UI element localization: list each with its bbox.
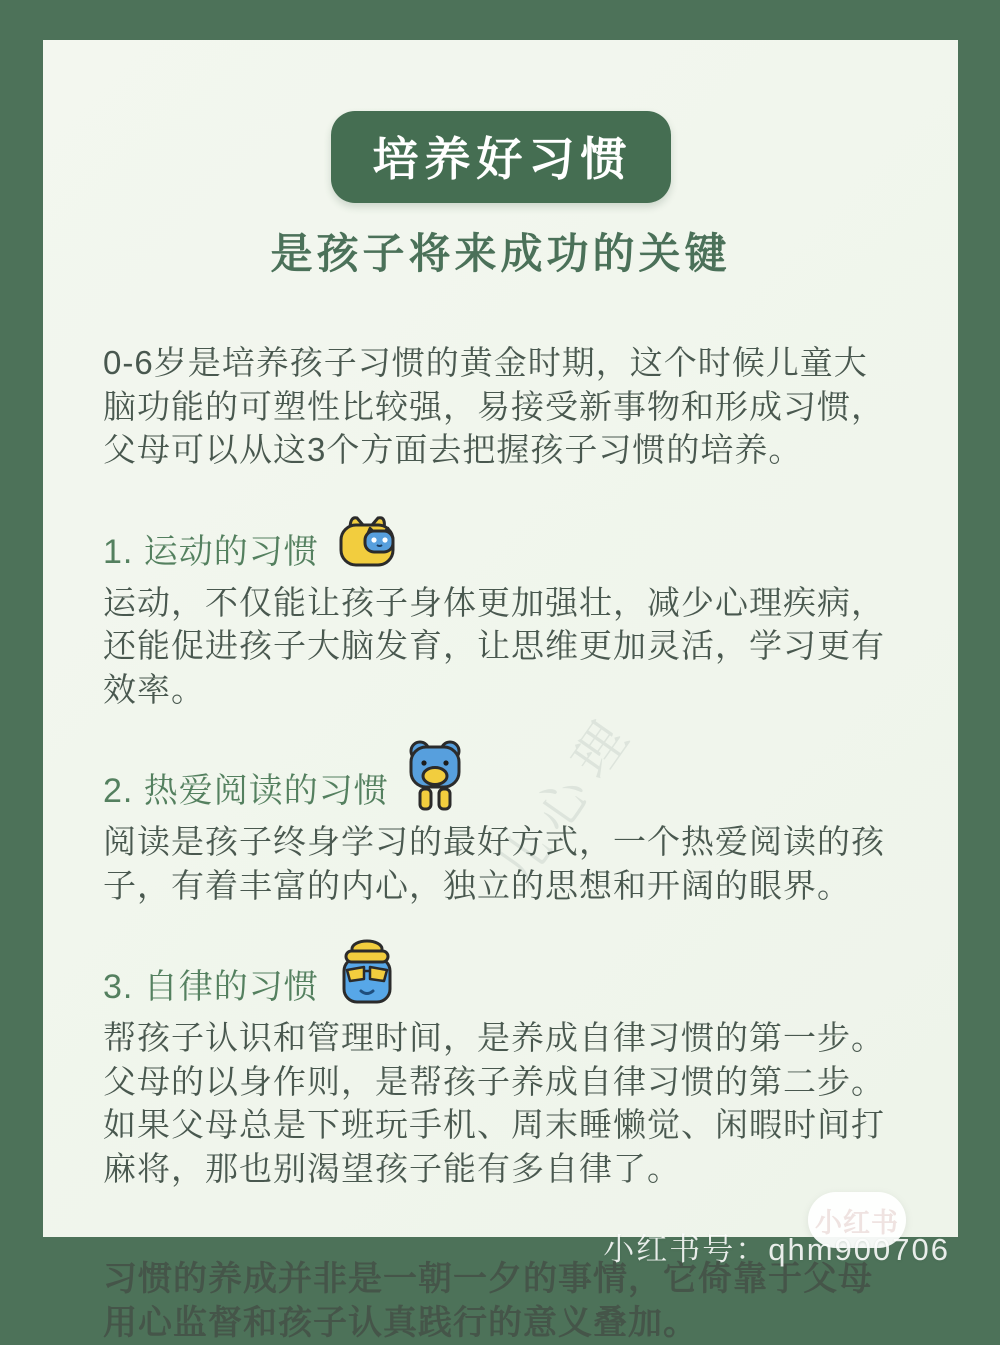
yellow-cat-sticker-icon: [337, 513, 399, 578]
section-exercise-habit: [103, 524, 898, 712]
xiaohongshu-account-id: 小红书号：qhm900706: [603, 1232, 950, 1267]
section-body: 运动，不仅能让孩子身体更加强壮，减少心理疾病，还能促进孩子大脑发育，让思维更加灵活，学习更有效率。: [103, 583, 885, 708]
section-body: 阅读是孩子终身学习的最好方式，一个热爱阅读的孩子，有着丰富的内心，独立的思想和开阔的眼界。: [103, 823, 885, 904]
title-section: [103, 111, 898, 203]
section-heading: [103, 959, 898, 1008]
section-heading: [103, 763, 898, 812]
xiaohongshu-badge-label: 小红书: [815, 1207, 899, 1238]
title-badge: 培养好习惯: [331, 111, 671, 203]
section-self-discipline-habit: [103, 959, 898, 1190]
diagonal-watermark-text: 儿心理: [486, 701, 648, 897]
section-body: 帮孩子认识和管理时间，是养成自律习惯的第一步。父母的以身作则，是帮孩子养成自律习惯的第二步。如果父母总是下班玩手机、周末睡懒觉、闲暇时间打麻将，那也别渴望孩子能有多自律了。: [103, 1019, 885, 1188]
section-heading-label: 2. 热爱阅读的习惯: [103, 772, 389, 811]
section-heading: [103, 524, 898, 573]
conclusion-paragraph: 习惯的养成并非是一朝一夕的事情，它倚靠于父母用心监督和孩子认真践行的意义叠加。: [103, 1259, 873, 1342]
subtitle: 是孩子将来成功的关键: [270, 230, 731, 277]
section-heading-label: 3. 自律的习惯: [103, 968, 319, 1007]
intro-paragraph: 0-6岁是培养孩子习惯的黄金时期，这个时候儿童大脑功能的可塑性比较强，易接受新事物和形成习惯，父母可以从这3个方面去把握孩子习惯的培养。: [103, 344, 885, 469]
section-reading-habit: [103, 763, 898, 907]
section-heading-label: 1. 运动的习惯: [103, 532, 319, 571]
blue-bear-sticker-icon: [407, 739, 463, 824]
poster-content: [43, 40, 958, 1345]
cool-face-sticker-icon: [337, 938, 397, 1017]
